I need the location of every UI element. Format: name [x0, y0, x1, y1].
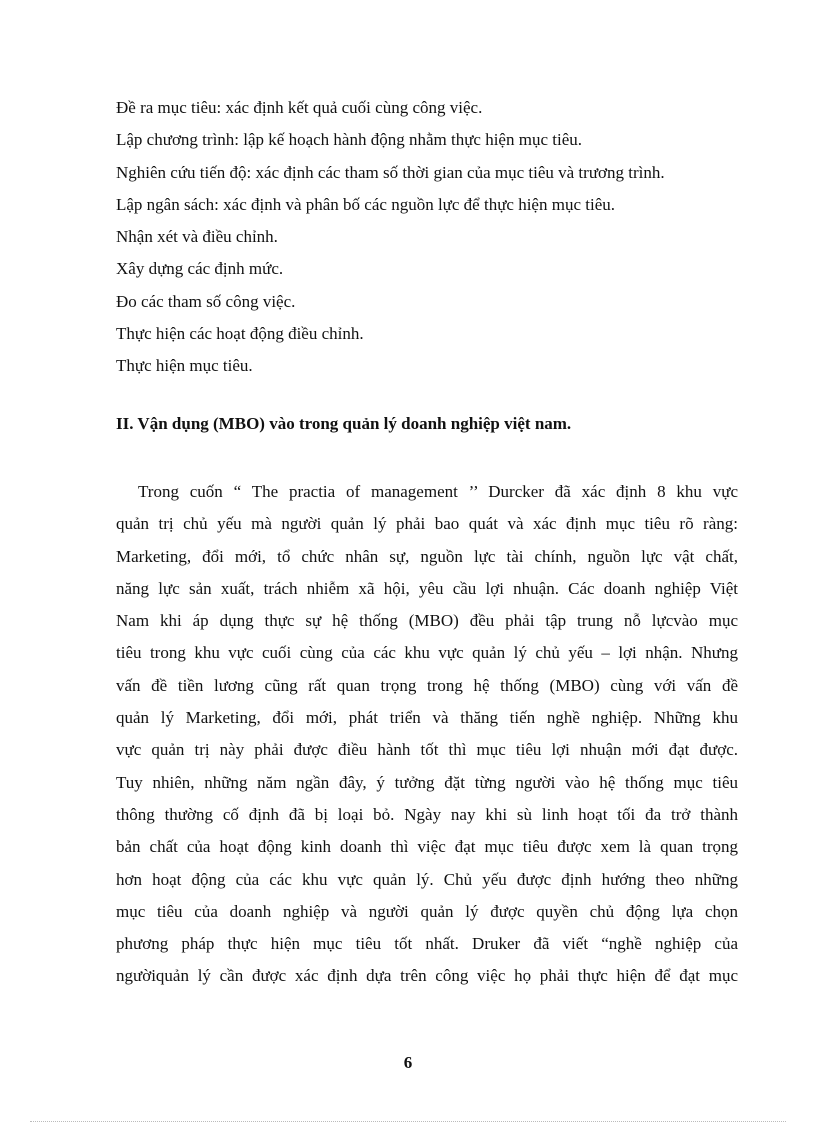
paragraph-line: hơn hoạt động của các khu vực quản lý. Chủ yếu được định hướng theo những — [116, 869, 738, 889]
body-paragraph — [116, 476, 738, 993]
paragraph-line: quản trị chủ yếu mà người quản lý phải bao quát và xác định mục tiêu rõ ràng: — [116, 514, 738, 534]
list-item: Nghiên cứu tiến độ: xác định các tham số thời gian của mục tiêu và trương trình. — [116, 162, 665, 182]
paragraph-line: thông thường cố định đã bị loại bỏ. Ngày nay khi sù linh hoạt tối đa trở thành — [116, 804, 738, 824]
list-item: Lập ngân sách: xác định và phân bố các nguồn lực để thực hiện mục tiêu. — [116, 194, 615, 214]
list-item: Xây dựng các định mức. — [116, 259, 284, 279]
paragraph-line: quản lý Marketing, đổi mới, phát triển và thăng tiến nghề nghiệp. Những khu — [116, 708, 738, 728]
paragraph-line: tiêu trong khu vực cuối cùng của các khu vực quản lý chủ yếu – lợi nhận. Nhưng — [116, 643, 738, 663]
paragraph-line: Trong cuốn “ The practia of management ’’ Durcker đã xác định 8 khu vực — [138, 482, 738, 501]
list-item: Thực hiện mục tiêu. — [116, 356, 253, 376]
paragraph-line: Nam khi áp dụng thực sự hệ thống (MBO) đều phải tập trung nỗ lựcvào mục — [116, 611, 738, 631]
paragraph-line: mục tiêu của doanh nghiệp và người quản lý được quyền chủ động lựa chọn — [116, 901, 738, 921]
paragraph-line: vấn đề tiền lương cũng rất quan trọng trong hệ thống (MBO) cùng với vấn đề — [116, 675, 738, 695]
paragraph-line: năng lực sản xuất, trách nhiễm xã hội, yêu cầu lợi nhuận. Các doanh nghiệp Việt — [116, 578, 738, 598]
list-item: Nhận xét và điều chỉnh. — [116, 227, 278, 247]
list-item: Thực hiện các hoạt động điều chỉnh. — [116, 324, 364, 344]
list-item: Đo các tham số công việc. — [116, 291, 296, 311]
paragraph-line: Tuy nhiên, những năm ngần đây, ý tưởng đặt từng người vào hệ thống mục tiêu — [116, 772, 738, 792]
list-item: Lập chương trình: lập kế hoạch hành động nhằm thực hiện mục tiêu. — [116, 130, 582, 150]
paragraph-line: Marketing, đổi mới, tổ chức nhân sự, nguồn lực tài chính, nguồn lực vật chất, — [116, 546, 738, 566]
page-number: 6 — [403, 1053, 413, 1072]
paragraph-line: bản chất của hoạt động kinh doanh thì việc đạt mục tiêu được xem là quan trọng — [116, 837, 738, 857]
paragraph-line: phương pháp thực hiện mục tiêu tốt nhất. Druker đã viết “nghề nghiệp của — [116, 934, 738, 954]
page-bottom-divider — [30, 1121, 786, 1122]
section-heading: II. Vận dụng (MBO) vào trong quản lý doanh nghiệp việt nam. — [116, 414, 572, 433]
process-steps-list — [116, 92, 746, 383]
list-item: Đề ra mục tiêu: xác định kết quả cuối cùng công việc. — [116, 98, 483, 117]
paragraph-line: vực quản trị này phải được điều hành tốt thì mục tiêu lợi nhuận mới đạt được. — [116, 740, 738, 760]
paragraph-line: ngườiquản lý cần được xác định dựa trên công việc họ phải thực hiện để đạt mục — [116, 966, 738, 986]
